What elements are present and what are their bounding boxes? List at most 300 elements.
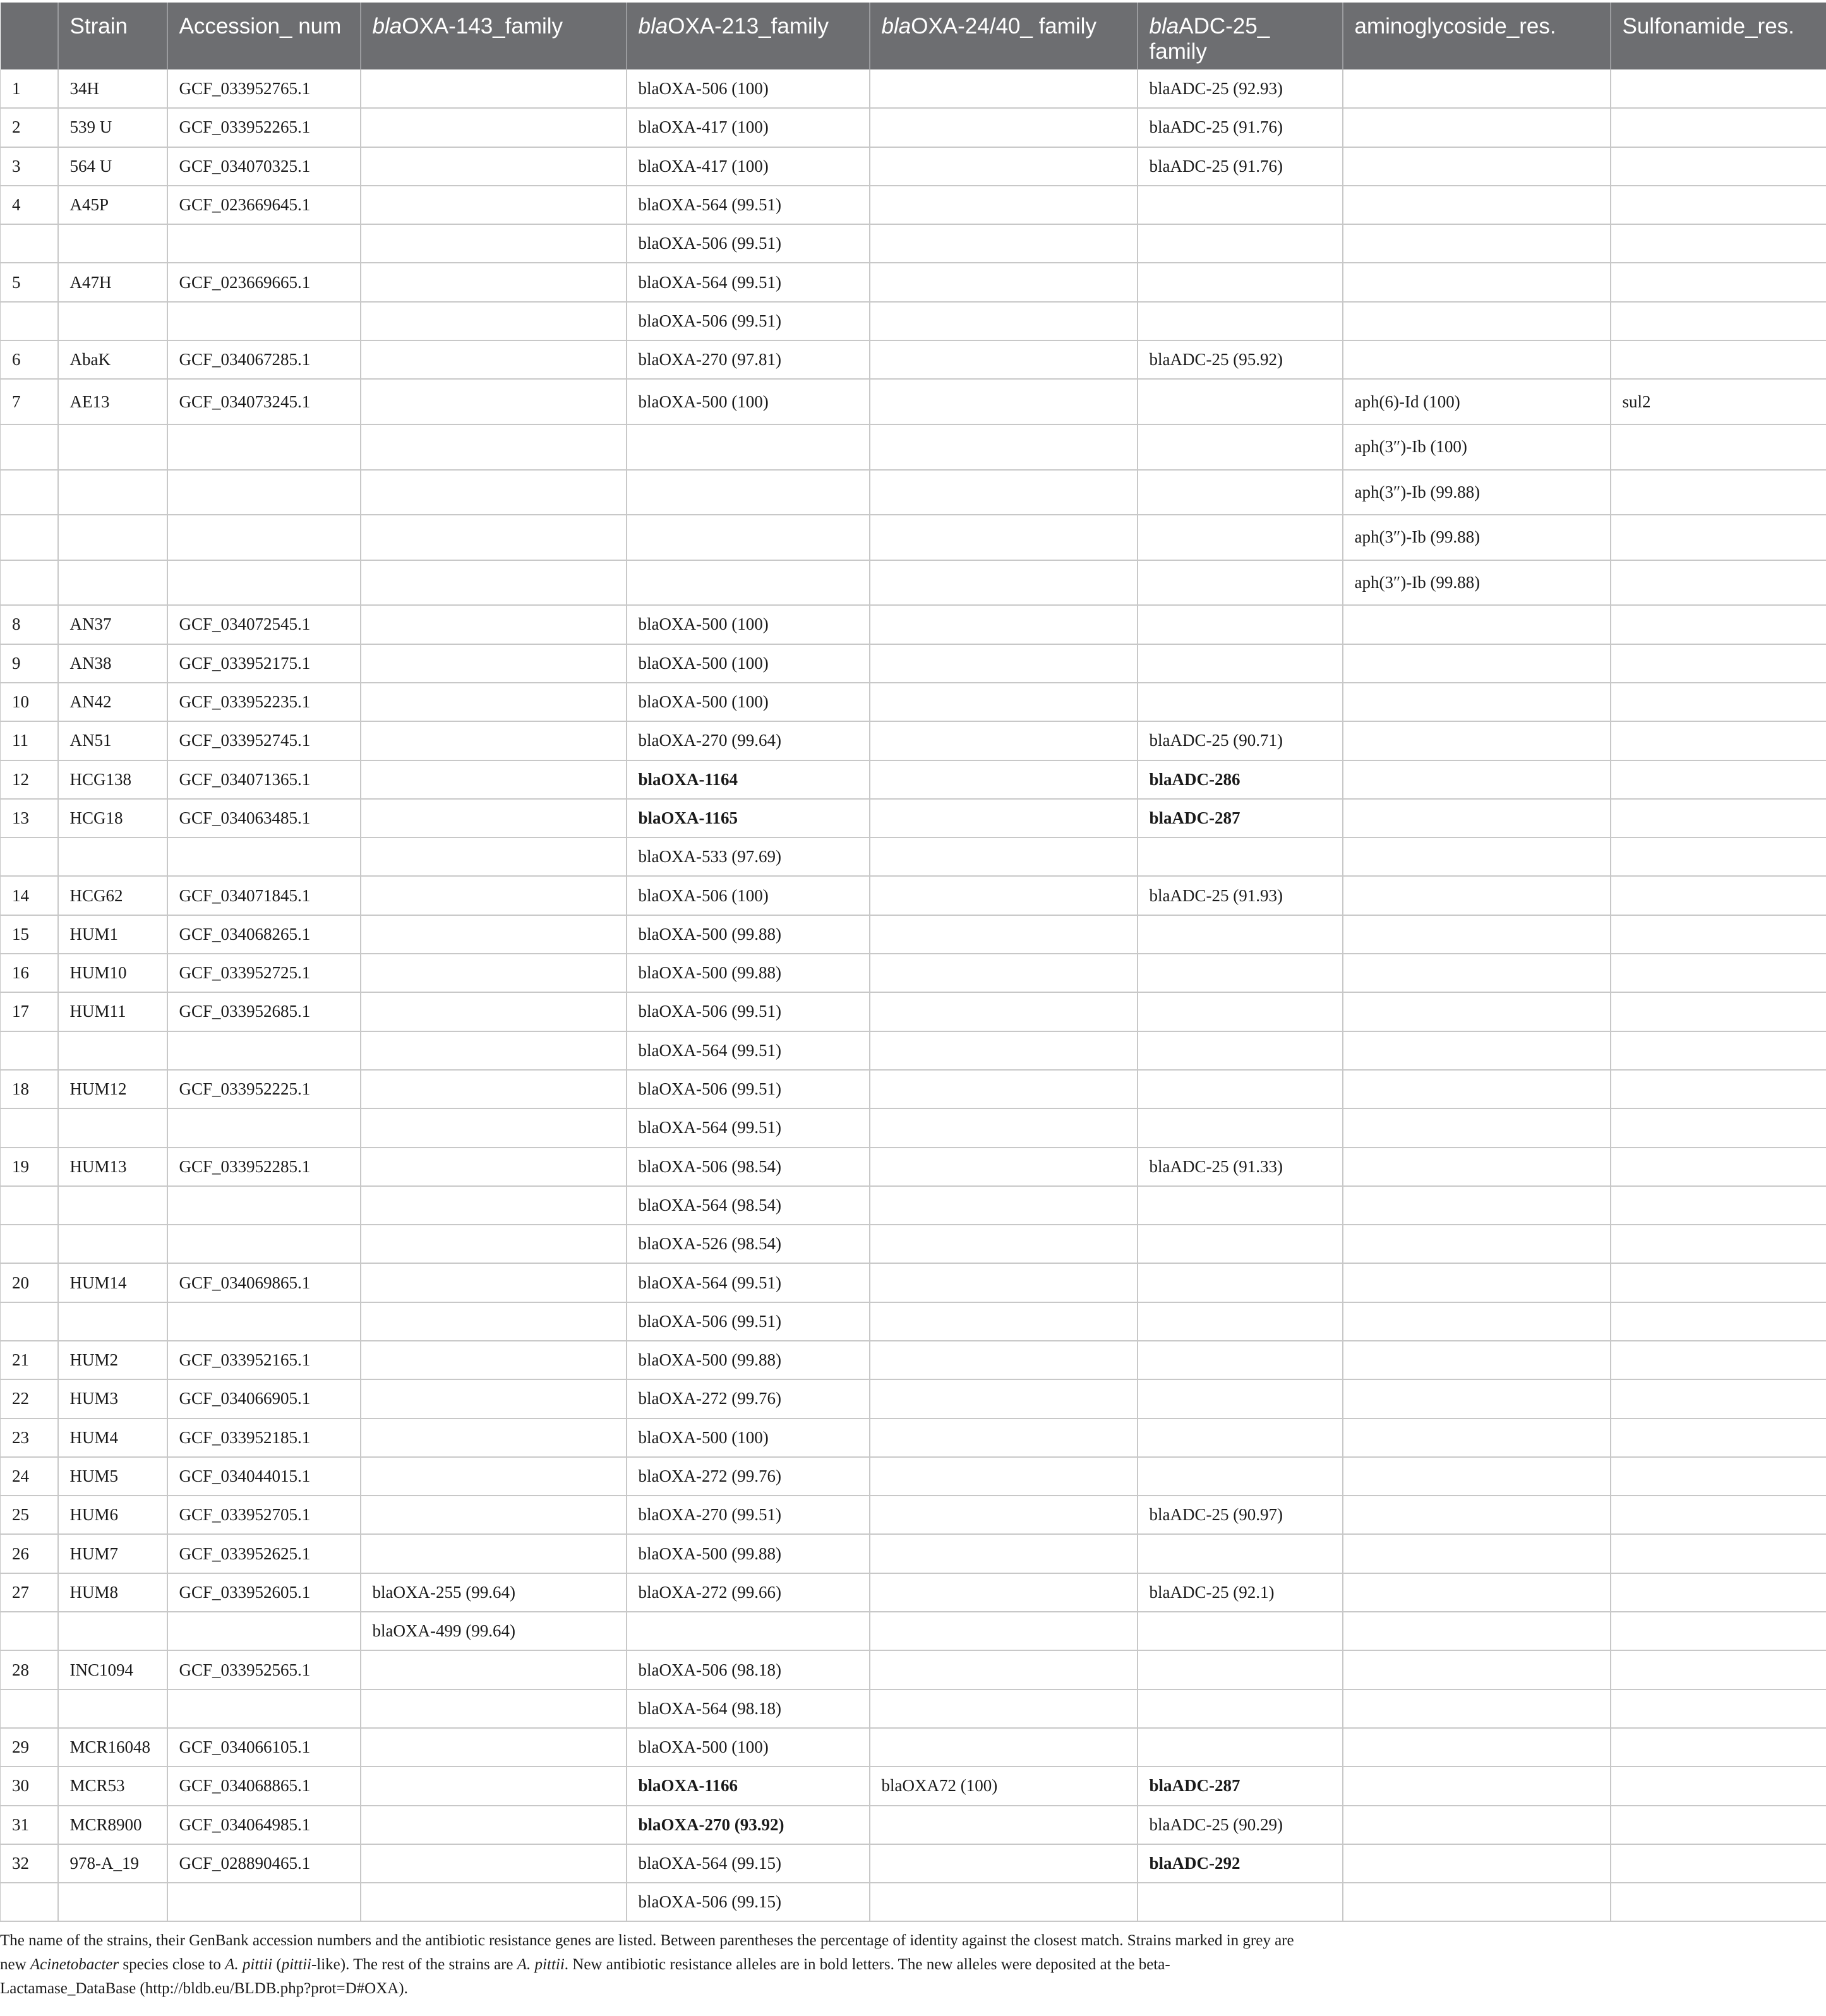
- cell-oxa-143-family: [361, 1302, 627, 1341]
- cell-adc-25-family: [1138, 1883, 1343, 1921]
- cell-adc-25-family: [1138, 1728, 1343, 1767]
- cell-aminoglycoside-res: aph(3″)-Ib (99.88): [1343, 515, 1611, 560]
- cell-aminoglycoside-res: [1343, 1263, 1611, 1302]
- table-row: [1, 1806, 1826, 1844]
- cell-row-number: 15: [1, 915, 58, 954]
- cell-oxa-143-family: [361, 992, 627, 1031]
- cell-adc-25-family: [1138, 515, 1343, 560]
- cell-oxa-143-family: [361, 1689, 627, 1728]
- cell-oxa-24-40-family: [870, 954, 1138, 992]
- cell-oxa-143-family: [361, 915, 627, 954]
- cell-oxa-24-40-family: [870, 424, 1138, 470]
- cell-sulfonamide-res: [1611, 760, 1826, 799]
- table-body: [1, 69, 1826, 1921]
- cell-sulfonamide-res: [1611, 1534, 1826, 1573]
- cell-row-number: [1, 1031, 58, 1070]
- cell-oxa-24-40-family: [870, 837, 1138, 876]
- cell-adc-25-family: [1138, 1457, 1343, 1496]
- cell-accession: GCF_033952685.1: [167, 992, 361, 1031]
- cell-sulfonamide-res: [1611, 108, 1826, 147]
- cell-strain: HUM8: [58, 1573, 167, 1612]
- cell-aminoglycoside-res: [1343, 1496, 1611, 1534]
- cell-oxa-24-40-family: [870, 186, 1138, 224]
- cell-accession: GCF_033952225.1: [167, 1070, 361, 1108]
- cell-oxa-213-family: blaOXA-564 (99.15): [627, 1844, 870, 1883]
- cell-aminoglycoside-res: [1343, 1612, 1611, 1650]
- cell-sulfonamide-res: [1611, 1496, 1826, 1534]
- cell-adc-25-family: [1138, 1534, 1343, 1573]
- cell-sulfonamide-res: [1611, 1883, 1826, 1921]
- cell-oxa-213-family: blaOXA-272 (99.76): [627, 1457, 870, 1496]
- cell-strain: A47H: [58, 263, 167, 301]
- cell-strain: [58, 515, 167, 560]
- cell-accession: GCF_034067285.1: [167, 340, 361, 379]
- cell-oxa-213-family: blaOXA-417 (100): [627, 147, 870, 186]
- cell-oxa-213-family: blaOXA-506 (100): [627, 69, 870, 108]
- cell-oxa-143-family: [361, 515, 627, 560]
- cell-oxa-213-family: blaOXA-564 (99.51): [627, 1263, 870, 1302]
- cell-aminoglycoside-res: [1343, 302, 1611, 340]
- cell-strain: [58, 470, 167, 515]
- cell-strain: HUM11: [58, 992, 167, 1031]
- cell-accession: [167, 1612, 361, 1650]
- cell-oxa-24-40-family: [870, 683, 1138, 721]
- cell-sulfonamide-res: [1611, 605, 1826, 644]
- table-row: [1, 1341, 1826, 1379]
- cell-oxa-213-family: blaOXA-564 (99.51): [627, 263, 870, 301]
- cell-strain: [58, 224, 167, 263]
- cell-oxa-213-family: [627, 1612, 870, 1650]
- cell-oxa-143-family: [361, 470, 627, 515]
- cell-oxa-143-family: [361, 1186, 627, 1225]
- cell-row-number: 18: [1, 1070, 58, 1108]
- cell-accession: [167, 424, 361, 470]
- cell-adc-25-family: [1138, 1263, 1343, 1302]
- table-row: [1, 263, 1826, 301]
- cell-adc-25-family: [1138, 379, 1343, 424]
- cell-accession: GCF_034068265.1: [167, 915, 361, 954]
- header-row: [1, 3, 1826, 69]
- table-row: [1, 1689, 1826, 1728]
- cell-row-number: [1, 224, 58, 263]
- cell-oxa-213-family: blaOXA-500 (100): [627, 683, 870, 721]
- cell-oxa-213-family: blaOXA-500 (100): [627, 644, 870, 683]
- cell-aminoglycoside-res: [1343, 1806, 1611, 1844]
- cell-oxa-143-family: [361, 1341, 627, 1379]
- cell-adc-25-family: [1138, 1186, 1343, 1225]
- cell-oxa-143-family: [361, 1844, 627, 1883]
- cell-accession: GCF_033952165.1: [167, 1341, 361, 1379]
- cell-aminoglycoside-res: [1343, 954, 1611, 992]
- cell-strain: HUM6: [58, 1496, 167, 1534]
- cell-row-number: 7: [1, 379, 58, 424]
- cell-accession: [167, 224, 361, 263]
- table-row: [1, 1031, 1826, 1070]
- cell-oxa-143-family: [361, 186, 627, 224]
- cell-row-number: 8: [1, 605, 58, 644]
- cell-aminoglycoside-res: [1343, 683, 1611, 721]
- cell-oxa-24-40-family: [870, 876, 1138, 915]
- header-strain: Strain: [58, 3, 167, 69]
- cell-sulfonamide-res: [1611, 799, 1826, 837]
- cell-row-number: [1, 1689, 58, 1728]
- cell-oxa-213-family: blaOXA-564 (98.54): [627, 1186, 870, 1225]
- cell-row-number: [1, 1883, 58, 1921]
- table-row: [1, 1419, 1826, 1457]
- cell-accession: [167, 1302, 361, 1341]
- cell-oxa-213-family: blaOXA-272 (99.66): [627, 1573, 870, 1612]
- cell-strain: HUM3: [58, 1379, 167, 1418]
- table-row: [1, 683, 1826, 721]
- cell-accession: GCF_034069865.1: [167, 1263, 361, 1302]
- cell-strain: MCR8900: [58, 1806, 167, 1844]
- cell-accession: GCF_033952605.1: [167, 1573, 361, 1612]
- cell-aminoglycoside-res: [1343, 992, 1611, 1031]
- cell-aminoglycoside-res: [1343, 1728, 1611, 1767]
- cell-strain: HCG62: [58, 876, 167, 915]
- cell-aminoglycoside-res: [1343, 1186, 1611, 1225]
- cell-accession: [167, 302, 361, 340]
- cell-adc-25-family: [1138, 1689, 1343, 1728]
- cell-strain: [58, 1883, 167, 1921]
- table-row: [1, 992, 1826, 1031]
- cell-aminoglycoside-res: [1343, 1341, 1611, 1379]
- table-row: [1, 1612, 1826, 1650]
- cell-oxa-143-family: [361, 1534, 627, 1573]
- cell-adc-25-family: blaADC-25 (91.33): [1138, 1148, 1343, 1186]
- cell-strain: AE13: [58, 379, 167, 424]
- cell-sulfonamide-res: [1611, 1612, 1826, 1650]
- cell-aminoglycoside-res: [1343, 1689, 1611, 1728]
- cell-sulfonamide-res: [1611, 1457, 1826, 1496]
- cell-strain: HUM12: [58, 1070, 167, 1108]
- cell-strain: MCR16048: [58, 1728, 167, 1767]
- cell-oxa-24-40-family: [870, 1883, 1138, 1921]
- cell-row-number: 27: [1, 1573, 58, 1612]
- cell-row-number: [1, 837, 58, 876]
- cell-aminoglycoside-res: [1343, 721, 1611, 760]
- cell-adc-25-family: [1138, 1379, 1343, 1418]
- cell-aminoglycoside-res: [1343, 69, 1611, 108]
- cell-sulfonamide-res: [1611, 302, 1826, 340]
- cell-strain: [58, 1225, 167, 1263]
- table-row: [1, 1070, 1826, 1108]
- cell-row-number: 9: [1, 644, 58, 683]
- table-row: [1, 1379, 1826, 1418]
- cell-accession: [167, 1186, 361, 1225]
- cell-adc-25-family: [1138, 683, 1343, 721]
- cell-oxa-213-family: blaOXA-500 (99.88): [627, 1341, 870, 1379]
- cell-oxa-24-40-family: [870, 1225, 1138, 1263]
- cell-oxa-143-family: [361, 147, 627, 186]
- cell-oxa-213-family: [627, 424, 870, 470]
- cell-oxa-24-40-family: [870, 1650, 1138, 1689]
- cell-row-number: [1, 302, 58, 340]
- cell-oxa-143-family: [361, 1496, 627, 1534]
- table-row: [1, 147, 1826, 186]
- cell-aminoglycoside-res: [1343, 108, 1611, 147]
- cell-aminoglycoside-res: [1343, 1767, 1611, 1805]
- cell-adc-25-family: blaADC-287: [1138, 799, 1343, 837]
- cell-strain: AbaK: [58, 340, 167, 379]
- header-oxa-143-family: blaOXA-143_family: [361, 3, 627, 69]
- table-row: [1, 1457, 1826, 1496]
- table-row: [1, 224, 1826, 263]
- header-adc-25-family: blaADC-25_ family: [1138, 3, 1343, 69]
- cell-oxa-213-family: [627, 560, 870, 606]
- cell-oxa-213-family: blaOXA-270 (93.92): [627, 1806, 870, 1844]
- cell-row-number: 5: [1, 263, 58, 301]
- cell-oxa-24-40-family: [870, 1573, 1138, 1612]
- cell-oxa-143-family: [361, 1225, 627, 1263]
- cell-accession: GCF_034073245.1: [167, 379, 361, 424]
- cell-oxa-143-family: [361, 1031, 627, 1070]
- cell-aminoglycoside-res: [1343, 760, 1611, 799]
- cell-oxa-143-family: [361, 721, 627, 760]
- table-row: [1, 1496, 1826, 1534]
- cell-strain: HUM4: [58, 1419, 167, 1457]
- cell-aminoglycoside-res: [1343, 224, 1611, 263]
- cell-oxa-24-40-family: [870, 1419, 1138, 1457]
- cell-oxa-143-family: [361, 1379, 627, 1418]
- cell-oxa-143-family: [361, 263, 627, 301]
- cell-accession: GCF_034066105.1: [167, 1728, 361, 1767]
- cell-strain: AN37: [58, 605, 167, 644]
- cell-sulfonamide-res: [1611, 915, 1826, 954]
- cell-sulfonamide-res: [1611, 1806, 1826, 1844]
- cell-strain: HUM10: [58, 954, 167, 992]
- cell-row-number: [1, 560, 58, 606]
- cell-oxa-143-family: [361, 1108, 627, 1147]
- cell-strain: HUM1: [58, 915, 167, 954]
- cell-oxa-213-family: blaOXA-533 (97.69): [627, 837, 870, 876]
- cell-oxa-143-family: [361, 1883, 627, 1921]
- cell-sulfonamide-res: [1611, 876, 1826, 915]
- cell-adc-25-family: [1138, 224, 1343, 263]
- cell-adc-25-family: [1138, 1108, 1343, 1147]
- cell-sulfonamide-res: [1611, 644, 1826, 683]
- cell-accession: GCF_034066905.1: [167, 1379, 361, 1418]
- cell-oxa-24-40-family: [870, 1534, 1138, 1573]
- cell-accession: GCF_023669665.1: [167, 263, 361, 301]
- cell-oxa-24-40-family: [870, 799, 1138, 837]
- cell-adc-25-family: [1138, 1302, 1343, 1341]
- cell-adc-25-family: [1138, 1031, 1343, 1070]
- cell-adc-25-family: blaADC-25 (90.29): [1138, 1806, 1343, 1844]
- cell-oxa-24-40-family: [870, 224, 1138, 263]
- cell-row-number: 10: [1, 683, 58, 721]
- cell-row-number: 12: [1, 760, 58, 799]
- cell-oxa-143-family: [361, 1148, 627, 1186]
- cell-accession: GCF_034063485.1: [167, 799, 361, 837]
- cell-strain: HCG138: [58, 760, 167, 799]
- cell-oxa-24-40-family: [870, 1263, 1138, 1302]
- cell-oxa-24-40-family: [870, 340, 1138, 379]
- cell-sulfonamide-res: [1611, 1225, 1826, 1263]
- table-row: [1, 560, 1826, 606]
- cell-sulfonamide-res: [1611, 1573, 1826, 1612]
- cell-oxa-24-40-family: [870, 992, 1138, 1031]
- cell-row-number: 19: [1, 1148, 58, 1186]
- cell-oxa-143-family: [361, 224, 627, 263]
- cell-strain: 539 U: [58, 108, 167, 147]
- table-row: [1, 1148, 1826, 1186]
- cell-adc-25-family: [1138, 1070, 1343, 1108]
- cell-sulfonamide-res: [1611, 224, 1826, 263]
- cell-strain: HUM5: [58, 1457, 167, 1496]
- cell-sulfonamide-res: [1611, 954, 1826, 992]
- cell-oxa-213-family: blaOXA-500 (100): [627, 1419, 870, 1457]
- cell-oxa-24-40-family: [870, 1070, 1138, 1108]
- cell-adc-25-family: [1138, 1341, 1343, 1379]
- cell-oxa-24-40-family: [870, 263, 1138, 301]
- cell-accession: GCF_033952705.1: [167, 1496, 361, 1534]
- cell-oxa-213-family: blaOXA-506 (99.51): [627, 1302, 870, 1341]
- cell-accession: [167, 1689, 361, 1728]
- cell-oxa-143-family: [361, 424, 627, 470]
- cell-strain: [58, 1186, 167, 1225]
- cell-accession: GCF_034071365.1: [167, 760, 361, 799]
- cell-oxa-213-family: blaOXA-506 (100): [627, 876, 870, 915]
- cell-row-number: 3: [1, 147, 58, 186]
- cell-sulfonamide-res: [1611, 837, 1826, 876]
- cell-oxa-143-family: [361, 760, 627, 799]
- cell-oxa-143-family: [361, 1419, 627, 1457]
- cell-adc-25-family: [1138, 605, 1343, 644]
- cell-aminoglycoside-res: [1343, 799, 1611, 837]
- cell-oxa-143-family: [361, 379, 627, 424]
- cell-sulfonamide-res: [1611, 1341, 1826, 1379]
- cell-oxa-213-family: blaOXA-500 (99.88): [627, 954, 870, 992]
- cell-adc-25-family: blaADC-287: [1138, 1767, 1343, 1805]
- cell-accession: [167, 837, 361, 876]
- cell-accession: [167, 515, 361, 560]
- cell-accession: GCF_033952625.1: [167, 1534, 361, 1573]
- cell-oxa-24-40-family: [870, 1806, 1138, 1844]
- cell-row-number: 29: [1, 1728, 58, 1767]
- cell-sulfonamide-res: [1611, 1844, 1826, 1883]
- cell-adc-25-family: blaADC-292: [1138, 1844, 1343, 1883]
- cell-oxa-213-family: blaOXA-1165: [627, 799, 870, 837]
- cell-row-number: 26: [1, 1534, 58, 1573]
- cell-adc-25-family: [1138, 1419, 1343, 1457]
- cell-sulfonamide-res: [1611, 1031, 1826, 1070]
- cell-sulfonamide-res: [1611, 1419, 1826, 1457]
- cell-oxa-24-40-family: [870, 1728, 1138, 1767]
- cell-oxa-143-family: [361, 302, 627, 340]
- cell-adc-25-family: [1138, 954, 1343, 992]
- table-row: [1, 837, 1826, 876]
- cell-oxa-213-family: blaOXA-272 (99.76): [627, 1379, 870, 1418]
- cell-oxa-24-40-family: [870, 1108, 1138, 1147]
- cell-sulfonamide-res: [1611, 560, 1826, 606]
- cell-row-number: [1, 1302, 58, 1341]
- cell-oxa-24-40-family: [870, 605, 1138, 644]
- table-row: [1, 1844, 1826, 1883]
- cell-row-number: 20: [1, 1263, 58, 1302]
- cell-strain: [58, 424, 167, 470]
- table-row: [1, 1728, 1826, 1767]
- cell-aminoglycoside-res: [1343, 1419, 1611, 1457]
- cell-aminoglycoside-res: [1343, 1225, 1611, 1263]
- cell-strain: [58, 1108, 167, 1147]
- cell-accession: [167, 1225, 361, 1263]
- cell-adc-25-family: [1138, 1612, 1343, 1650]
- header-oxa-213-family: blaOXA-213_family: [627, 3, 870, 69]
- cell-oxa-143-family: [361, 605, 627, 644]
- cell-oxa-24-40-family: [870, 379, 1138, 424]
- cell-oxa-24-40-family: [870, 1379, 1138, 1418]
- cell-oxa-213-family: blaOXA-506 (99.51): [627, 302, 870, 340]
- table-row: [1, 1573, 1826, 1612]
- cell-oxa-24-40-family: [870, 1496, 1138, 1534]
- table-row: [1, 876, 1826, 915]
- cell-row-number: 28: [1, 1650, 58, 1689]
- cell-adc-25-family: [1138, 1225, 1343, 1263]
- cell-oxa-213-family: blaOXA-500 (100): [627, 379, 870, 424]
- cell-accession: [167, 560, 361, 606]
- cell-sulfonamide-res: [1611, 1728, 1826, 1767]
- table-header: [1, 3, 1826, 69]
- cell-sulfonamide-res: [1611, 1108, 1826, 1147]
- cell-adc-25-family: [1138, 560, 1343, 606]
- cell-sulfonamide-res: sul2: [1611, 379, 1826, 424]
- cell-oxa-143-family: [361, 1650, 627, 1689]
- cell-oxa-24-40-family: [870, 1031, 1138, 1070]
- cell-row-number: [1, 1186, 58, 1225]
- cell-oxa-143-family: [361, 954, 627, 992]
- cell-accession: GCF_033952185.1: [167, 1419, 361, 1457]
- cell-accession: GCF_028890465.1: [167, 1844, 361, 1883]
- cell-oxa-213-family: blaOXA-270 (99.64): [627, 721, 870, 760]
- cell-aminoglycoside-res: [1343, 876, 1611, 915]
- cell-accession: [167, 1108, 361, 1147]
- table-row: [1, 1534, 1826, 1573]
- cell-oxa-143-family: [361, 1070, 627, 1108]
- footnote-text: The name of the strains, their GenBank accession numbers and the antibiotic resistance genes are listed. Between parentheses the percentage of identity against the closest match. Strains marked in grey are new Acinetobacter species close to A. pittii (pittii-like). The rest of the strains are A. pittii. New antibiotic resistance alleles are in bold letters. The new alleles were deposited at the beta-Lactamase_DataBase (http://bldb.eu/BLDB.php?prot=D#OXA).: [0, 1932, 1294, 1997]
- cell-oxa-24-40-family: [870, 69, 1138, 108]
- cell-accession: GCF_023669645.1: [167, 186, 361, 224]
- cell-oxa-143-family: [361, 1457, 627, 1496]
- cell-adc-25-family: blaADC-286: [1138, 760, 1343, 799]
- cell-oxa-24-40-family: [870, 1186, 1138, 1225]
- cell-adc-25-family: [1138, 644, 1343, 683]
- cell-row-number: [1, 1108, 58, 1147]
- cell-oxa-213-family: blaOXA-1166: [627, 1767, 870, 1805]
- cell-row-number: [1, 470, 58, 515]
- cell-sulfonamide-res: [1611, 1767, 1826, 1805]
- cell-sulfonamide-res: [1611, 186, 1826, 224]
- cell-oxa-143-family: [361, 799, 627, 837]
- header-aminoglycoside-res: aminoglycoside_res.: [1343, 3, 1611, 69]
- cell-aminoglycoside-res: [1343, 1148, 1611, 1186]
- cell-row-number: 11: [1, 721, 58, 760]
- cell-accession: GCF_033952565.1: [167, 1650, 361, 1689]
- cell-oxa-143-family: [361, 560, 627, 606]
- cell-aminoglycoside-res: [1343, 605, 1611, 644]
- cell-oxa-24-40-family: [870, 302, 1138, 340]
- cell-oxa-24-40-family: [870, 560, 1138, 606]
- cell-oxa-213-family: [627, 470, 870, 515]
- table-row: [1, 954, 1826, 992]
- cell-adc-25-family: blaADC-25 (91.93): [1138, 876, 1343, 915]
- cell-sulfonamide-res: [1611, 721, 1826, 760]
- table-row: [1, 915, 1826, 954]
- cell-oxa-213-family: blaOXA-417 (100): [627, 108, 870, 147]
- cell-adc-25-family: blaADC-25 (91.76): [1138, 108, 1343, 147]
- cell-accession: GCF_033952725.1: [167, 954, 361, 992]
- cell-oxa-143-family: [361, 644, 627, 683]
